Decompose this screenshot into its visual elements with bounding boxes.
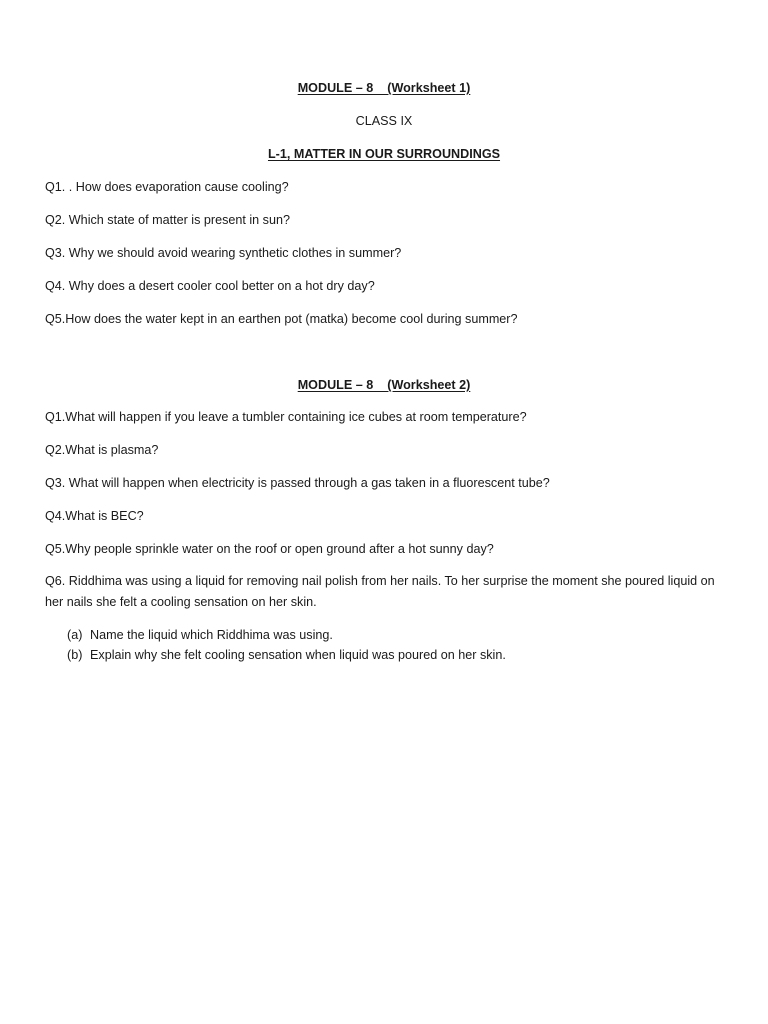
ws2-question-1: Q1.What will happen if you leave a tumbler containing ice cubes at room temperature? [45,410,527,424]
ws2-question-4: Q4.What is BEC? [45,509,144,523]
subpart-a-text: Name the liquid which Riddhima was using. [90,628,333,642]
subpart-b-marker: (b) [67,648,83,662]
ws1-question-2: Q2. Which state of matter is present in sun? [45,213,290,227]
ws2-question-2: Q2.What is plasma? [45,443,159,457]
ws2-question-3: Q3. What will happen when electricity is passed through a gas taken in a fluorescent tube? [45,476,550,490]
subpart-a-marker: (a) [67,628,83,642]
ws1-question-3: Q3. Why we should avoid wearing synthetic clothes in summer? [45,246,402,260]
ws2-question-5: Q5.Why people sprinkle water on the roof or open ground after a hot sunny day? [45,542,494,556]
ws1-question-1: Q1. . How does evaporation cause cooling? [45,180,289,194]
ws1-question-5: Q5.How does the water kept in an earthen pot (matka) become cool during summer? [45,312,518,326]
worksheet-1-title: MODULE – 8 (Worksheet 1) [297,81,471,95]
chapter-title: L-1, MATTER IN OUR SURROUNDINGS [267,147,501,161]
subpart-b [67,647,506,663]
subpart-a [67,627,333,643]
ws2-question-6: Q6. Riddhima was using a liquid for removing nail polish from her nails. To her surprise the moment she poured liquid on her nails she felt a cooling sensation on her skin. [45,574,715,609]
ws1-question-4: Q4. Why does a desert cooler cool better on a hot dry day? [45,279,375,293]
worksheet-2-title: MODULE – 8 (Worksheet 2) [297,378,471,392]
subpart-b-text: Explain why she felt cooling sensation when liquid was poured on her skin. [90,648,506,662]
class-label: CLASS IX [355,114,413,128]
